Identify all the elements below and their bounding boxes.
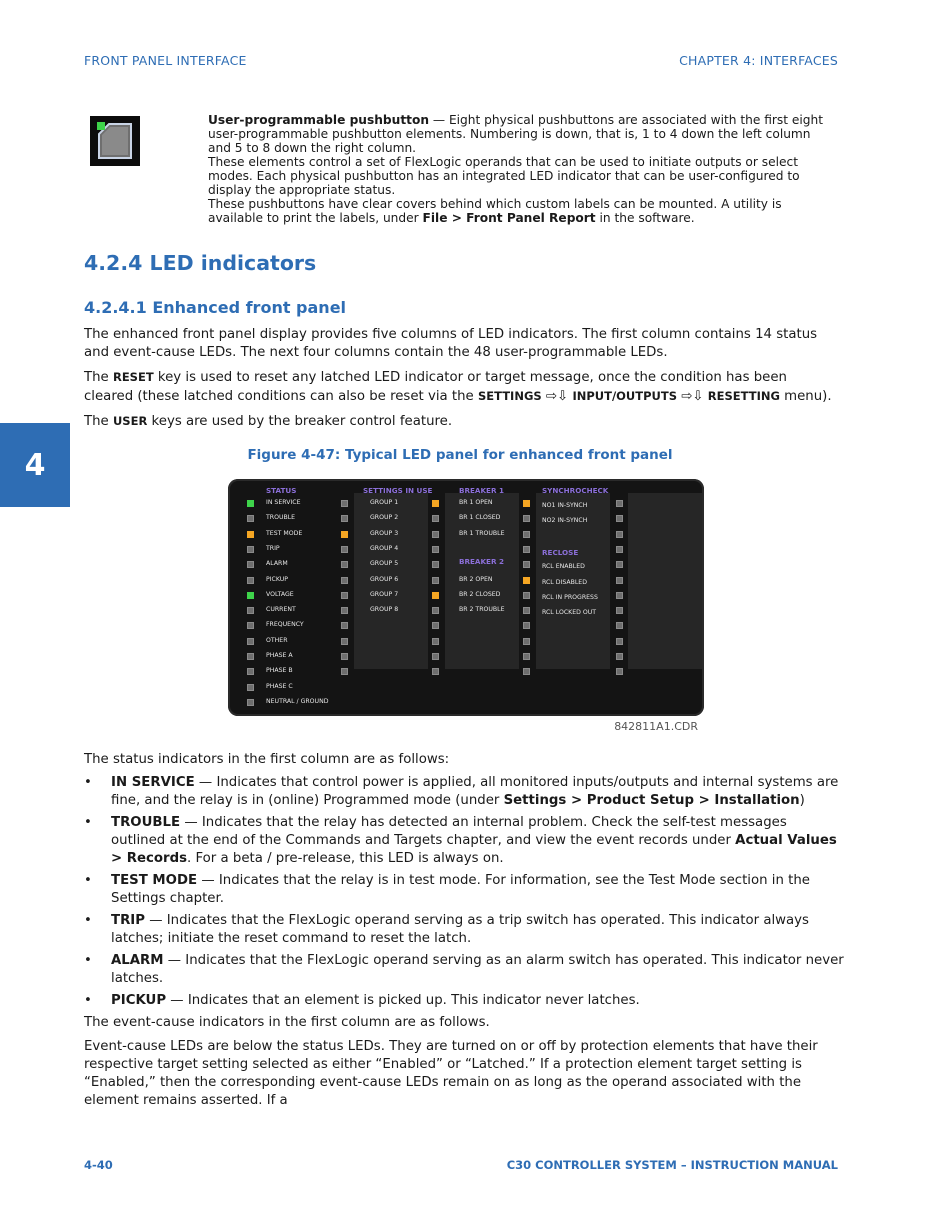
pushbutton-text-3a: These pushbuttons have clear covers behind which custom labels can be mounted. A utility is available to print the labels, under: [208, 197, 782, 225]
status-led: [247, 638, 254, 645]
user-programmable-led: [523, 500, 530, 507]
breaker1-label: BR 1 OPEN: [459, 499, 493, 506]
bullet-term: PICKUP: [111, 993, 167, 1008]
bullet-dot: •: [84, 953, 92, 968]
bullet-text: — Indicates that the FlexLogic operand serving as an alarm switch has operated. This indicator never latches.: [111, 953, 844, 986]
pushbutton-icon: [90, 116, 140, 166]
event-cause-paragraph: Event-cause LEDs are below the status LEDs. They are turned on or off by protection elements that have their respective target setting selected as either “Enabled” or “Latched.” If a protection element target setting is “Enabled,” then the corresponding event-cause LEDs remain on as long as the operand associated with the element remains asserted. If a: [84, 1039, 818, 1108]
bullet-text: — Indicates that the relay has detected an internal problem. Check the self-test messages outlined at the end of the Commands and Targets chapter, and view the event records under: [111, 815, 787, 848]
menu-resetting: RESETTING: [707, 389, 780, 403]
user-programmable-led: [341, 592, 348, 599]
bullet-term: TROUBLE: [111, 815, 181, 830]
status-label: FREQUENCY: [266, 621, 304, 629]
breaker1-heading: BREAKER 1: [459, 486, 505, 495]
paragraph-user-keys: [84, 412, 836, 431]
user-programmable-led: [341, 515, 348, 522]
settings-label: GROUP 3: [370, 529, 399, 537]
settings-heading: SETTINGS IN USE: [363, 486, 433, 495]
subsection-heading: 4.2.4.1 Enhanced front panel: [84, 298, 347, 317]
user-programmable-led: [341, 531, 348, 538]
user-programmable-led: [523, 653, 530, 660]
bullet-tail: . For a beta / pre-release, this LED is always on.: [187, 851, 504, 866]
user-programmable-led: [616, 622, 623, 629]
status-led: [247, 592, 254, 599]
text: menu).: [779, 389, 832, 404]
status-label: PHASE B: [266, 667, 293, 675]
figure-file-name: 842811A1.CDR: [614, 720, 698, 733]
user-programmable-led: [432, 638, 439, 645]
synchrocheck-label: NO2 IN-SYNCH: [542, 517, 588, 525]
status-intro: The status indicators in the first column are as follows:: [84, 752, 450, 767]
intro-paragraphs: [84, 326, 836, 431]
status-led: [247, 607, 254, 614]
breaker2-label: BR 2 TROUBLE: [459, 606, 505, 614]
arrows: ⇨⇩: [541, 389, 573, 404]
user-programmable-led: [616, 546, 623, 553]
event-cause-intro: The event-cause indicators in the first column are as follows.: [84, 1015, 490, 1030]
status-label: TRIP: [266, 544, 280, 552]
user-programmable-led: [341, 500, 348, 507]
status-led: [247, 653, 254, 660]
reclose-heading: RECLOSE: [542, 547, 579, 557]
status-bullet-item: [84, 872, 844, 908]
status-label: CURRENT: [266, 606, 296, 614]
settings-label: GROUP 5: [370, 560, 399, 568]
text: The: [84, 414, 113, 429]
led-panel-figure: [228, 479, 704, 716]
user-programmable-led: [616, 653, 623, 660]
user-key-label: USER: [112, 414, 148, 428]
figure-caption: Figure 4-47: Typical LED panel for enhanced front panel: [247, 447, 673, 463]
pushbutton-text-1: — Eight physical pushbuttons are associated with the first eight user-programmable pushbutton elements. Numbering is down, that is, 1 to 4 down the left column and 5 to 8 down the right column.: [208, 113, 824, 155]
synchrocheck-label: NO1 IN-SYNCH: [542, 502, 588, 509]
pushbutton-text-3c: in the software.: [595, 211, 695, 225]
status-led: [247, 668, 254, 675]
user-programmable-led: [523, 607, 530, 614]
text: The: [84, 370, 113, 385]
settings-label: GROUP 2: [370, 514, 399, 522]
user-programmable-led: [616, 515, 623, 522]
status-bullet-item: [84, 912, 844, 948]
user-programmable-led: [341, 546, 348, 553]
user-programmable-led: [432, 607, 439, 614]
status-label: TEST MODE: [266, 529, 303, 537]
bullet-term: TEST MODE: [111, 873, 198, 888]
status-label: ALARM: [266, 560, 288, 568]
user-programmable-led: [432, 500, 439, 507]
synchrocheck-heading: SYNCHROCHECK: [542, 486, 609, 495]
settings-label: GROUP 4: [370, 544, 399, 552]
user-programmable-led: [341, 653, 348, 660]
user-programmable-led: [523, 577, 530, 584]
reset-key-label: RESET: [112, 370, 154, 384]
status-bullet-item: [84, 952, 844, 988]
status-label: PHASE A: [266, 652, 293, 659]
user-programmable-led: [523, 531, 530, 538]
status-led: [247, 561, 254, 568]
reclose-label: RCL LOCKED OUT: [542, 609, 597, 617]
reclose-label: RCL ENABLED: [542, 563, 585, 571]
user-programmable-led: [341, 668, 348, 675]
user-programmable-led: [432, 561, 439, 568]
user-programmable-led: [432, 531, 439, 538]
pushbutton-description: [208, 113, 836, 225]
menu-path-front-panel-report: File > Front Panel Report: [422, 211, 596, 225]
bullet-dot: •: [84, 815, 92, 830]
user-programmable-led: [341, 577, 348, 584]
column-blank-bg: [628, 493, 702, 669]
status-label: PHASE C: [266, 682, 293, 690]
user-programmable-led: [341, 607, 348, 614]
user-programmable-led: [523, 561, 530, 568]
bullet-term: TRIP: [111, 913, 146, 928]
settings-label: GROUP 1: [370, 499, 399, 506]
status-label: TROUBLE: [266, 514, 296, 522]
status-led: [247, 577, 254, 584]
user-programmable-led: [616, 577, 623, 584]
bullet-dot: •: [84, 775, 92, 790]
status-bullet-item: [84, 814, 844, 868]
user-programmable-led: [432, 577, 439, 584]
user-programmable-led: [432, 515, 439, 522]
user-programmable-led: [341, 622, 348, 629]
user-programmable-led: [432, 668, 439, 675]
user-programmable-led: [523, 592, 530, 599]
bullet-menu-path: Actual Values > Records: [111, 833, 837, 866]
user-programmable-led: [616, 531, 623, 538]
status-led: [247, 531, 254, 538]
text: key is used to reset any latched LED indicator or target message, once the condition has been cleared (these latched conditions can also be reset via the: [84, 370, 787, 404]
bullet-dot: •: [84, 913, 92, 928]
bullet-term: IN SERVICE: [111, 775, 195, 790]
bullet-term: ALARM: [111, 953, 164, 968]
text: keys are used by the breaker control feature.: [147, 414, 453, 429]
page-number: 4-40: [84, 1158, 113, 1172]
user-programmable-led: [616, 500, 623, 507]
status-led: [247, 546, 254, 553]
bullet-text: — Indicates that an element is picked up. This indicator never latches.: [166, 993, 640, 1008]
bullet-dot: •: [84, 873, 92, 888]
pushbutton-text-2: These elements control a set of FlexLogic operands that can be used to initiate outputs or select modes. Each physical pushbutton has an integrated LED indicator that can be user-configured to display the appropriate status.: [208, 155, 800, 197]
status-label: VOLTAGE: [266, 590, 294, 598]
bullet-tail: ): [799, 793, 805, 808]
breaker2-label: BR 2 CLOSED: [459, 590, 501, 598]
status-heading: STATUS: [266, 486, 297, 495]
user-programmable-led: [616, 638, 623, 645]
bullet-text: — Indicates that the FlexLogic operand serving as a trip switch has operated. This indicator always latches; initiate the reset command to reset the latch.: [111, 913, 809, 946]
bullet-text: — Indicates that the relay is in test mode. For information, see the Test Mode section in the Settings chapter.: [111, 873, 810, 906]
user-programmable-led: [523, 638, 530, 645]
reclose-label: RCL DISABLED: [542, 578, 587, 586]
breaker2-heading: BREAKER 2: [459, 557, 505, 567]
status-led: [247, 515, 254, 522]
status-led: [247, 684, 254, 691]
chapter-tab: 4: [0, 423, 70, 507]
user-programmable-led: [616, 607, 623, 614]
manual-title: C30 CONTROLLER SYSTEM – INSTRUCTION MANUAL: [506, 1158, 838, 1172]
bullet-menu-path: Settings > Product Setup > Installation: [503, 793, 800, 808]
user-programmable-led: [432, 653, 439, 660]
menu-settings: SETTINGS: [477, 389, 542, 403]
status-bullet-item: [84, 774, 844, 810]
status-label: NEUTRAL / GROUND: [266, 697, 329, 705]
section-heading: 4.2.4 LED indicators: [84, 251, 317, 275]
running-header-right: CHAPTER 4: INTERFACES: [679, 53, 838, 68]
user-programmable-led: [432, 592, 439, 599]
settings-label: GROUP 6: [370, 575, 399, 583]
paragraph-reset-key: [84, 368, 836, 406]
status-label: OTHER: [266, 636, 288, 644]
menu-inputs-outputs: INPUT/OUTPUTS: [572, 389, 678, 403]
status-led: [247, 500, 254, 507]
bullet-dot: •: [84, 993, 92, 1008]
arrows: ⇨⇩: [677, 389, 708, 404]
user-programmable-led: [523, 515, 530, 522]
pushbutton-title: User-programmable pushbutton: [208, 113, 430, 127]
user-programmable-led: [523, 546, 530, 553]
breaker1-label: BR 1 CLOSED: [459, 514, 501, 522]
paragraph-led-columns: The enhanced front panel display provides five columns of LED indicators. The first column contains 14 status and event-cause LEDs. The next four columns contain the 48 user-programmable LEDs.: [84, 327, 818, 360]
status-label: PICKUP: [266, 575, 289, 583]
user-programmable-led: [616, 668, 623, 675]
settings-label: GROUP 8: [370, 606, 399, 614]
status-bullet-item: [84, 992, 844, 1010]
user-programmable-led: [341, 638, 348, 645]
reclose-label: RCL IN PROGRESS: [542, 593, 598, 601]
user-programmable-led: [523, 668, 530, 675]
breaker1-label: BR 1 TROUBLE: [459, 529, 505, 537]
running-header-left: FRONT PANEL INTERFACE: [84, 53, 247, 68]
status-led: [247, 622, 254, 629]
settings-label: GROUP 7: [370, 590, 399, 598]
status-list-section: [84, 751, 844, 1110]
user-programmable-led: [523, 622, 530, 629]
breaker2-label: BR 2 OPEN: [459, 575, 493, 583]
status-label: IN SERVICE: [266, 499, 301, 506]
user-programmable-led: [432, 622, 439, 629]
bullet-text: — Indicates that control power is applied, all monitored inputs/outputs and internal systems are fine, and the relay is in (online) Programmed mode (under: [111, 775, 839, 808]
user-programmable-led: [616, 561, 623, 568]
user-programmable-led: [616, 592, 623, 599]
user-programmable-led: [432, 546, 439, 553]
user-programmable-led: [341, 561, 348, 568]
status-led: [247, 699, 254, 706]
